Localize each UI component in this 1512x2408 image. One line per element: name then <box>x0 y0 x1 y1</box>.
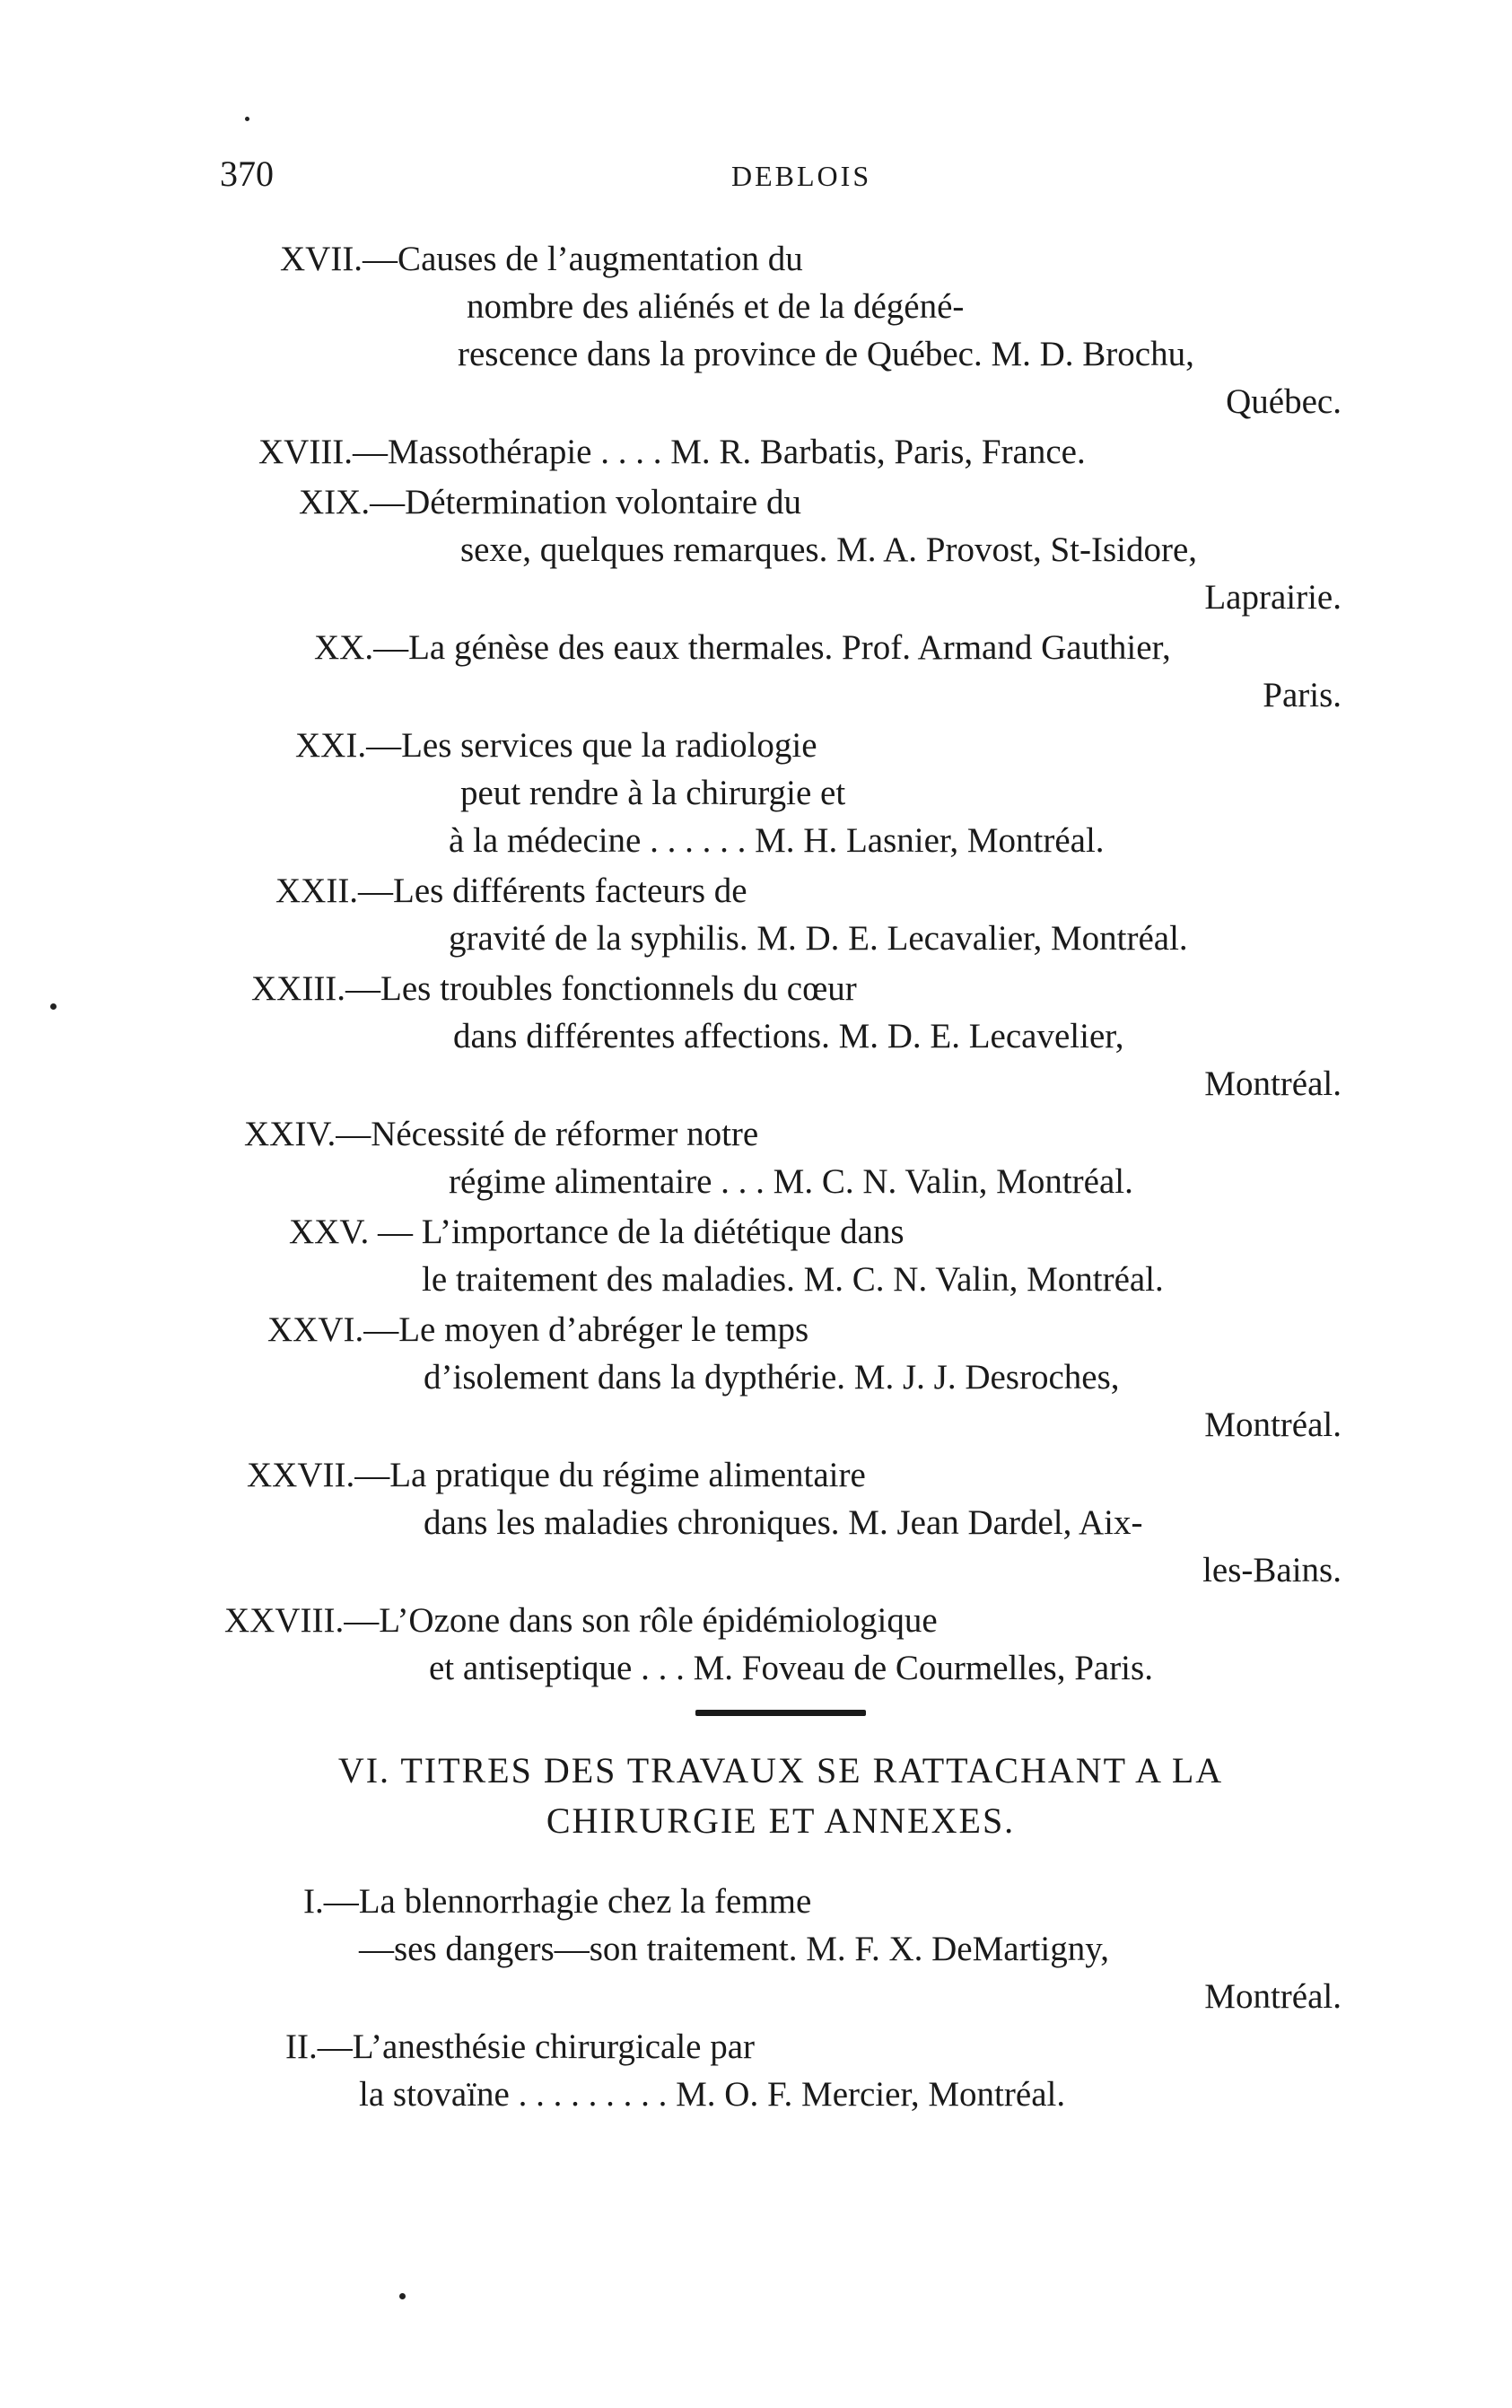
list-item <box>0 1597 1512 1692</box>
entry-line: Laprairie. <box>1204 578 1342 617</box>
list-item <box>0 1451 1512 1594</box>
scan-speck <box>245 117 249 121</box>
entry-line: peut rendre à la chirurgie et <box>460 774 846 812</box>
list-item <box>0 1878 1512 2020</box>
entry-list <box>0 235 1512 1694</box>
entry-line: la stovaïne . . . . . . . . . M. O. F. Mercier, Montréal. <box>359 2075 1066 2114</box>
section-entry-list <box>0 1878 1512 2121</box>
list-item <box>0 1208 1512 1303</box>
entry-line: XXIII.—Les troubles fonctionnels du cœur <box>251 969 857 1008</box>
entry-line: d’isolement dans la dypthérie. M. J. J. Desroches, <box>424 1358 1120 1397</box>
entry-line: XVIII.—Massothérapie . . . . M. R. Barbatis, Paris, France. <box>258 433 1086 471</box>
page-header <box>220 153 1342 206</box>
entry-line: XXV. — L’importance de la diététique dans <box>289 1213 905 1251</box>
entry-line: XX.—La génèse des eaux thermales. Prof. Armand Gauthier, <box>314 628 1171 667</box>
entry-line: XXVII.—La pratique du régime alimentaire <box>247 1456 866 1494</box>
entry-line: —ses dangers—son traitement. M. F. X. DeMartigny, <box>359 1930 1109 1968</box>
list-item <box>0 2023 1512 2118</box>
list-item <box>0 965 1512 1108</box>
list-item <box>0 624 1512 719</box>
entry-line: XIX.—Détermination volontaire du <box>299 483 801 521</box>
list-item <box>0 1110 1512 1205</box>
entry-line: XXVIII.—L’Ozone dans son rôle épidémiologique <box>224 1601 938 1640</box>
entry-line: XVII.—Causes de l’augmentation du <box>280 240 803 278</box>
entry-line: Paris. <box>1263 676 1342 714</box>
list-item <box>0 722 1512 864</box>
page-number: 370 <box>220 153 274 194</box>
entry-line: rescence dans la province de Québec. M. D. Brochu, <box>458 335 1194 373</box>
entry-line: XXI.—Les services que la radiologie <box>295 726 817 765</box>
entry-line: Montréal. <box>1204 1405 1342 1444</box>
entry-line: à la médecine . . . . . . M. H. Lasnier, Montréal. <box>449 821 1105 860</box>
section-heading-line-1: VI. TITRES DES TRAVAUX SE RATTACHANT A LA <box>337 1750 1224 1791</box>
list-item <box>0 428 1512 476</box>
entry-line: le traitement des maladies. M. C. N. Valin, Montréal. <box>422 1260 1164 1299</box>
entry-line: les-Bains. <box>1202 1551 1342 1589</box>
list-item <box>0 867 1512 962</box>
list-item <box>0 1306 1512 1449</box>
entry-line: et antiseptique . . . M. Foveau de Courmelles, Paris. <box>429 1649 1153 1687</box>
entry-line: I.—La blennorrhagie chez la femme <box>303 1882 812 1921</box>
entry-line: dans les maladies chroniques. M. Jean Dardel, Aix- <box>424 1503 1143 1542</box>
running-head: DEBLOIS <box>731 160 872 192</box>
entry-line: gravité de la syphilis. M. D. E. Lecavalier, Montréal. <box>449 919 1188 958</box>
scan-speck <box>399 2293 406 2299</box>
list-item <box>0 478 1512 621</box>
entry-line: Montréal. <box>1204 1064 1342 1103</box>
scan-speck <box>50 1003 57 1010</box>
list-item <box>0 235 1512 425</box>
entry-line: Montréal. <box>1204 1977 1342 2016</box>
entry-line: Québec. <box>1226 382 1342 421</box>
entry-line: nombre des aliénés et de la dégéné- <box>467 287 965 326</box>
entry-line: dans différentes affections. M. D. E. Lecavelier, <box>453 1017 1124 1055</box>
entry-line: XXII.—Les différents facteurs de <box>275 871 747 910</box>
entry-line: sexe, quelques remarques. M. A. Provost, St-Isidore, <box>460 530 1198 569</box>
section-heading-line-2: CHIRURGIE ET ANNEXES. <box>546 1800 1016 1841</box>
section-heading <box>220 1746 1342 1846</box>
section-divider <box>695 1710 866 1716</box>
entry-line: régime alimentaire . . . M. C. N. Valin, Montréal. <box>449 1162 1133 1201</box>
entry-line: XXIV.—Nécessité de réformer notre <box>244 1115 759 1153</box>
entry-line: II.—L’anesthésie chirurgicale par <box>285 2027 756 2066</box>
entry-line: XXVI.—Le moyen d’abréger le temps <box>267 1310 809 1349</box>
